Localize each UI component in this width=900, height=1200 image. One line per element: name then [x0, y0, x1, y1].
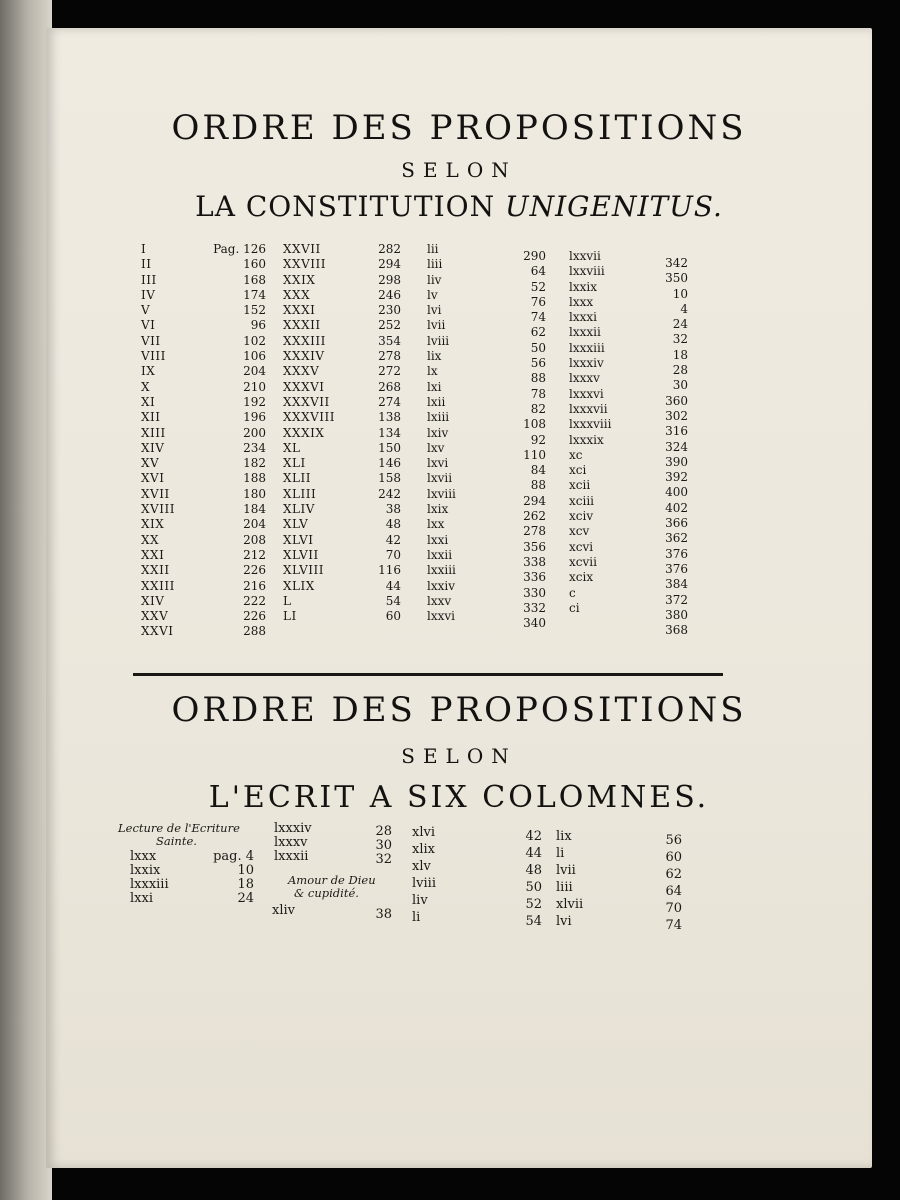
s1-col4-pages-item: 384	[665, 577, 688, 592]
s1-col1-pages-item: 188	[243, 471, 266, 486]
s1-col1-labels-item: XIV	[141, 440, 165, 455]
s1-col1-labels-item: XXIII	[141, 578, 175, 593]
s1-col3-pages-item: 74	[530, 310, 546, 325]
s1-col1-pages-item: 152	[243, 303, 266, 318]
s1-col4-labels-item: xc	[569, 447, 583, 462]
s2-col1-pages-item: 18	[237, 877, 254, 892]
s2-col3-labels-item: li	[412, 910, 421, 925]
s1-col1-labels-item: XV	[141, 456, 160, 471]
s1-col2-pages-item: 44	[385, 578, 401, 593]
s1-col1-labels-item: VII	[141, 333, 161, 348]
s1-col2-labels-item: L	[283, 593, 292, 608]
s1-col4-labels-item: lxxxvii	[569, 401, 608, 416]
s1-col3-labels-item: lxv	[427, 440, 445, 455]
s1-col3-labels-item: lxiv	[427, 425, 449, 440]
s1-col4-pages-item: 380	[665, 607, 688, 622]
s1-col3-labels-item: lxxv	[427, 593, 452, 608]
s1-col2-labels-item: XXXIX	[283, 425, 325, 440]
s1-col3-pages-item: 336	[523, 570, 546, 585]
s1-col1-labels-item: XI	[141, 394, 156, 409]
s1-col4-labels-item: xcix	[569, 570, 594, 585]
s1-col4-pages-item: 24	[672, 317, 688, 332]
s1-col2-labels-item: XXXIII	[283, 333, 326, 348]
s2-col2-page-last	[346, 908, 392, 922]
s1-col1-pages-item: 210	[243, 379, 266, 394]
s2-col2-labels-top-item: lxxxiv	[274, 821, 312, 836]
s1-col3-labels-item: lxvii	[427, 471, 453, 486]
s1-col1-pages-item: Pag. 126	[213, 242, 266, 256]
s1-col2-pages-item: 116	[378, 563, 401, 578]
subtitle-italic: UNIGENITUS.	[505, 190, 723, 223]
s1-col4-labels-item: lxxxix	[569, 432, 604, 447]
s1-col1-labels-item: I	[141, 242, 147, 256]
s1-col3-labels-item: lxx	[427, 517, 445, 532]
s1-col4-labels-item: lxxviii	[569, 264, 605, 279]
s2-col3-labels	[412, 824, 472, 926]
s1-col3-pages-item: 290	[523, 249, 546, 263]
s2-col4-pages-item: 64	[665, 884, 682, 899]
s1-col3-labels-item: lxviii	[427, 486, 456, 501]
s1-col4-pages-item: 302	[665, 408, 688, 423]
s1-col4-pages-item: 362	[665, 531, 688, 546]
book-page	[46, 28, 872, 1168]
s1-col1-labels-item: XXI	[141, 547, 165, 562]
s1-col3-labels-item: lxxiv	[427, 578, 455, 593]
s1-col3-pages-item: 92	[530, 432, 546, 447]
s1-col2-pages-item: 298	[378, 272, 401, 287]
s1-col2-labels-item: XXXI	[283, 303, 316, 318]
s1-col4-pages-item: 400	[665, 485, 688, 500]
note-lecture	[118, 822, 240, 848]
section1-subtitle	[46, 190, 872, 223]
s1-col3-pages-item: 62	[530, 325, 546, 340]
s1-col3-labels-item: lxix	[427, 502, 449, 517]
s1-col3-labels-item: lvi	[427, 303, 442, 318]
s1-col4-labels-item: lxxxiii	[569, 340, 605, 355]
s1-col4-pages-item: 402	[665, 500, 688, 515]
s2-col1-labels-item: lxxix	[130, 863, 161, 878]
s1-col2-labels-item: LI	[283, 609, 297, 624]
s1-col2-labels-item: XLIII	[283, 486, 317, 501]
s2-col3-labels-item: lviii	[412, 876, 436, 891]
s1-col3-pages-item: 278	[523, 524, 546, 539]
s2-col3-pages-item: 42	[525, 829, 542, 844]
s1-col2-pages-item: 54	[385, 593, 401, 608]
s1-col1-labels-item: V	[141, 303, 151, 318]
s1-col4-labels-item: xcvi	[569, 539, 594, 554]
s1-col2-pages-item: 252	[378, 318, 401, 333]
s1-col1-labels-item: XIX	[141, 517, 165, 532]
s2-col1-labels-item: lxxx	[130, 849, 157, 864]
s1-col4-pages-item: 376	[665, 546, 688, 561]
s2-col4-pages	[646, 832, 682, 934]
s1-col3-pages-item: 50	[530, 340, 546, 355]
s1-col1-labels-item: IX	[141, 364, 156, 379]
s1-col2-labels-item: XXXIV	[283, 349, 325, 364]
s1-col4-labels-item: lxxvii	[569, 249, 601, 263]
s2-col2-page-last-item: 38	[375, 907, 392, 922]
s1-col1-labels-item: XVIII	[141, 502, 175, 517]
s1-col4-pages-item: 10	[672, 286, 688, 301]
s1-col4-labels-item: xcv	[569, 524, 590, 539]
s2-col2-labels-top	[274, 822, 344, 864]
s1-col3-pages-item: 262	[523, 509, 546, 524]
s1-col1-pages-item: 226	[243, 609, 266, 624]
s2-col2-pages-top-item: 30	[375, 838, 392, 853]
s1-col2-pages-item: 134	[378, 425, 401, 440]
s1-col1-pages-item: 216	[243, 578, 266, 593]
s2-col3-pages-item: 52	[525, 897, 542, 912]
s1-col2-labels-item: XXIX	[283, 272, 316, 287]
s1-col3-labels-item: lix	[427, 349, 442, 364]
s1-col4-labels-item: lxxix	[569, 279, 597, 294]
s1-col4-pages-item: 4	[680, 301, 688, 316]
s1-col3-pages-item: 338	[523, 554, 546, 569]
s1-col1-pages-item: 200	[243, 425, 266, 440]
s1-col1-labels-item: X	[141, 379, 151, 394]
s2-col3-pages-item: 50	[525, 880, 542, 895]
s2-col4-labels	[556, 828, 616, 930]
s1-col2-pages-item: 158	[378, 471, 401, 486]
s1-col3-labels-item: lxii	[427, 394, 446, 409]
s2-col4-pages-item: 70	[665, 901, 682, 916]
s2-col4-labels-item: li	[556, 846, 565, 861]
section2-title: ORDRE DES PROPOSITIONS	[171, 690, 747, 730]
note-lecture-line2: Sainte.	[156, 834, 197, 848]
s1-col3-labels-item: lxxvi	[427, 609, 455, 624]
s1-col1-labels-item: XVII	[141, 486, 170, 501]
s1-col2-labels-item: XXXVII	[283, 394, 330, 409]
s1-col1-labels-item: VI	[141, 318, 156, 333]
s1-col2-pages-item: 354	[378, 333, 401, 348]
note-lecture-line1: Lecture de l'Ecriture	[118, 821, 240, 835]
s1-col3-labels-item: lii	[427, 242, 439, 256]
s1-col2-pages-item: 38	[385, 502, 401, 517]
s1-col4-pages-item: 392	[665, 470, 688, 485]
note-amour	[288, 874, 376, 900]
s2-col4-labels-item: lvi	[556, 914, 572, 929]
s1-col3-pages-item: 82	[530, 401, 546, 416]
s1-col1-pages-item: 212	[243, 547, 266, 562]
s1-col3-pages-item: 76	[530, 294, 546, 309]
s1-col2-pages-item: 294	[378, 257, 401, 272]
s2-col2-pages-top	[346, 825, 392, 867]
s2-col3-pages-item: 44	[525, 846, 542, 861]
s1-col1-pages-item: 102	[243, 333, 266, 348]
s1-col3-labels-item: lxxiii	[427, 563, 456, 578]
s1-col3-labels-item: liii	[427, 257, 443, 272]
s1-col1-labels-item: VIII	[141, 349, 166, 364]
s1-col2-pages-item: 42	[385, 532, 401, 547]
s2-col1-pages	[196, 850, 254, 906]
s1-col4-labels-item: lxxxi	[569, 310, 597, 325]
s1-col1-pages-item: 180	[243, 486, 266, 501]
s1-col2-pages-item: 278	[378, 349, 401, 364]
s1-col3-pages-item: 56	[530, 356, 546, 371]
s1-col3-pages-item: 332	[523, 600, 546, 615]
s1-col3-pages-item: 108	[523, 417, 546, 432]
s1-col1-labels-item: XVI	[141, 471, 165, 486]
s1-col1-labels-item: XIII	[141, 425, 166, 440]
s1-col4-pages-item: 342	[665, 256, 688, 270]
s1-col4-pages-item: 368	[665, 623, 688, 638]
s1-col4-pages-item: 372	[665, 592, 688, 607]
s1-col3-labels-item: lxiii	[427, 410, 450, 425]
book-left-edge	[0, 0, 52, 1200]
s1-col2-labels-item: XXXV	[283, 364, 320, 379]
s1-col1-labels-item: XII	[141, 410, 161, 425]
s2-col4-pages-item: 60	[665, 850, 682, 865]
s1-col2-labels-item: XLVIII	[283, 563, 324, 578]
s1-col1-pages-item: 174	[243, 287, 266, 302]
s1-col3-pages-item: 356	[523, 539, 546, 554]
s1-col3-pages-item: 84	[530, 463, 546, 478]
s2-col1-pages-item: 10	[237, 863, 254, 878]
s1-col2-pages-item: 60	[385, 609, 401, 624]
s1-col1-pages-item: 168	[243, 272, 266, 287]
s1-col1-pages-item: 196	[243, 410, 266, 425]
s1-col1-pages-item: 288	[243, 624, 266, 639]
s2-col3-pages-item: 54	[525, 914, 542, 929]
s1-col4-pages-item: 366	[665, 516, 688, 531]
s1-col1-labels-item: XXII	[141, 563, 170, 578]
s2-col3-labels-item: xlvi	[412, 825, 435, 840]
s1-col4-pages-item: 324	[665, 439, 688, 454]
s1-col3-pages-item: 88	[530, 478, 546, 493]
s2-col4-pages-item: 74	[665, 918, 682, 933]
s1-col4-pages-item: 30	[672, 378, 688, 393]
s1-col4-pages-item: 316	[665, 424, 688, 439]
s1-col2-pages-item: 242	[378, 486, 401, 501]
s1-col3-pages-item: 110	[523, 447, 546, 462]
s1-col3-pages-item: 294	[523, 493, 546, 508]
s1-col2-labels-item: XXX	[283, 287, 311, 302]
subtitle-plain: LA CONSTITUTION	[195, 190, 505, 223]
s1-col2-labels-item: XXVIII	[283, 257, 326, 272]
s1-col2-labels-item: XL	[283, 440, 301, 455]
s1-col2-labels-item: XLVI	[283, 532, 314, 547]
s1-col2-labels-item: XLVII	[283, 547, 319, 562]
s1-col1-pages	[196, 242, 266, 640]
s1-col1-labels-item: XIV	[141, 593, 165, 608]
s1-col2-pages-item: 272	[378, 364, 401, 379]
s1-col4-pages-item: 350	[665, 271, 688, 286]
s1-col2-labels-item: XLII	[283, 471, 311, 486]
s1-col2-pages-item: 230	[378, 303, 401, 318]
s1-col3-labels-item: lxvi	[427, 456, 449, 471]
s1-col2-pages-item: 138	[378, 410, 401, 425]
section2-subtitle: L'ECRIT A SIX COLOMNES.	[208, 780, 710, 815]
s1-col4-labels-item: lxxxv	[569, 371, 600, 386]
s1-col3-pages-item: 340	[523, 616, 546, 631]
s1-col3-labels-item: lv	[427, 287, 438, 302]
s1-col3-labels-item: lx	[427, 364, 438, 379]
s1-col4-labels-item: xcvii	[569, 554, 597, 569]
s1-col3-pages-item: 330	[523, 585, 546, 600]
s2-col1-labels-item: lxxxiii	[130, 877, 169, 892]
s2-col1-pages-item: 24	[237, 891, 254, 906]
section-divider	[133, 673, 723, 676]
s1-col3-labels-item: lviii	[427, 333, 450, 348]
s1-col4-pages-item: 376	[665, 561, 688, 576]
s1-col2-pages-item: 268	[378, 379, 401, 394]
s2-col2-labels-top-item: lxxxii	[274, 849, 309, 864]
s1-col4-labels-item: lxxx	[569, 294, 594, 309]
s1-col3-pages-item: 52	[530, 279, 546, 294]
s1-col2-pages-item: 146	[378, 456, 401, 471]
s2-col4-pages-item: 62	[665, 867, 682, 882]
s1-col2-pages-item: 70	[385, 547, 401, 562]
s2-col2-pages-top-item: 32	[375, 852, 392, 867]
s1-col3-pages-item: 78	[530, 386, 546, 401]
s1-col2-labels-item: XXXVI	[283, 379, 325, 394]
section2-selon: SELON	[401, 744, 517, 768]
s1-col3-labels-item: lxxi	[427, 532, 449, 547]
s1-col1-pages-item: 204	[243, 364, 266, 379]
s2-col3-pages-item: 48	[525, 863, 542, 878]
s1-col1-pages-item: 208	[243, 532, 266, 547]
note-amour-line2: & cupidité.	[294, 886, 359, 900]
s1-col4-labels-item: xciii	[569, 493, 595, 508]
s1-col1-pages-item: 234	[243, 440, 266, 455]
s1-col3-pages-item: 64	[530, 264, 546, 279]
s1-col4-labels-item: lxxxviii	[569, 417, 612, 432]
s1-col3-labels-item: lvii	[427, 318, 446, 333]
s1-col1-pages-item: 160	[243, 257, 266, 272]
note-amour-line1: Amour de Dieu	[288, 873, 376, 887]
s1-col2-pages-item: 282	[378, 242, 401, 256]
s1-col4-labels-item: ci	[569, 600, 580, 615]
s2-col2-pages-top-item: 28	[375, 824, 392, 839]
s1-col4-pages-item: 32	[672, 332, 688, 347]
s1-col1-pages-item: 184	[243, 502, 266, 517]
s2-col2-label-last-item: xliv	[272, 903, 295, 918]
s1-col1-labels-item: II	[141, 257, 152, 272]
s1-col2-pages	[351, 242, 401, 624]
s1-col3-labels	[427, 242, 497, 624]
s1-col4-labels-item: xcii	[569, 478, 591, 493]
s1-col3-labels-item: lxxii	[427, 547, 453, 562]
s2-col4-labels-item: lix	[556, 829, 572, 844]
s1-col2-pages-item: 48	[385, 517, 401, 532]
s1-col4-pages-item: 390	[665, 454, 688, 469]
s2-col4-pages-item: 56	[665, 833, 682, 848]
s1-col4-pages-item: 28	[672, 363, 688, 378]
s1-col3-pages	[496, 249, 546, 631]
s1-col2-labels-item: XXXII	[283, 318, 321, 333]
s1-col1-pages-item: 106	[243, 349, 266, 364]
s1-col4-labels-item: xciv	[569, 509, 594, 524]
s2-col3-labels-item: xlix	[412, 842, 435, 857]
s2-col2-labels-top-item: lxxxv	[274, 835, 308, 850]
s2-col1-pages-item: pag. 4	[213, 849, 254, 864]
s1-col4-labels-item: lxxxiv	[569, 356, 604, 371]
s1-col1-pages-item: 96	[250, 318, 266, 333]
s2-col2-label-last	[272, 904, 312, 918]
s1-col1-pages-item: 222	[243, 593, 266, 608]
s2-col3-labels-item: liv	[412, 893, 428, 908]
s1-col2-labels-item: XLIV	[283, 502, 315, 517]
s1-col2-labels-item: XXXVIII	[283, 410, 336, 425]
s1-col1-pages-item: 182	[243, 456, 266, 471]
s2-col1-labels-item: lxxi	[130, 891, 153, 906]
s2-col4-labels-item: liii	[556, 880, 573, 895]
s1-col2-pages-item: 274	[378, 394, 401, 409]
s1-col1-labels-item: XXV	[141, 609, 169, 624]
s1-col1-labels-item: XXVI	[141, 624, 174, 639]
s2-col3-pages	[502, 828, 542, 930]
s1-col4-labels-item: lxxxii	[569, 325, 601, 340]
s1-col4-pages-item: 360	[665, 393, 688, 408]
s1-col2-labels-item: XLV	[283, 517, 309, 532]
s1-col2-pages-item: 246	[378, 287, 401, 302]
s1-col4-labels-item: xci	[569, 463, 587, 478]
s1-col1-pages-item: 204	[243, 517, 266, 532]
s1-col1-pages-item: 226	[243, 563, 266, 578]
s2-col3-labels-item: xlv	[412, 859, 431, 874]
s1-col2-labels-item: XLIX	[283, 578, 315, 593]
s1-col2-pages-item: 150	[378, 440, 401, 455]
s1-col3-labels-item: liv	[427, 272, 442, 287]
s1-col4-pages	[636, 256, 688, 638]
s1-col2-labels-item: XLI	[283, 456, 306, 471]
section1-title: ORDRE DES PROPOSITIONS	[171, 108, 747, 148]
s1-col1-labels-item: IV	[141, 287, 156, 302]
s1-col4-labels-item: lxxxvi	[569, 386, 604, 401]
s1-col1-labels-item: XX	[141, 532, 160, 547]
s2-col4-labels-item: lvii	[556, 863, 576, 878]
section1-selon: SELON	[401, 158, 517, 182]
s1-col4-pages-item: 18	[672, 347, 688, 362]
s2-col1-labels	[130, 850, 200, 906]
s1-col3-pages-item: 88	[530, 371, 546, 386]
s1-col1-labels-item: III	[141, 272, 157, 287]
s1-col4-labels-item: c	[569, 585, 576, 600]
s1-col3-labels-item: lxi	[427, 379, 442, 394]
s1-col2-labels-item: XXVII	[283, 242, 321, 256]
s2-col4-labels-item: xlvii	[556, 897, 584, 912]
s1-col1-pages-item: 192	[243, 394, 266, 409]
